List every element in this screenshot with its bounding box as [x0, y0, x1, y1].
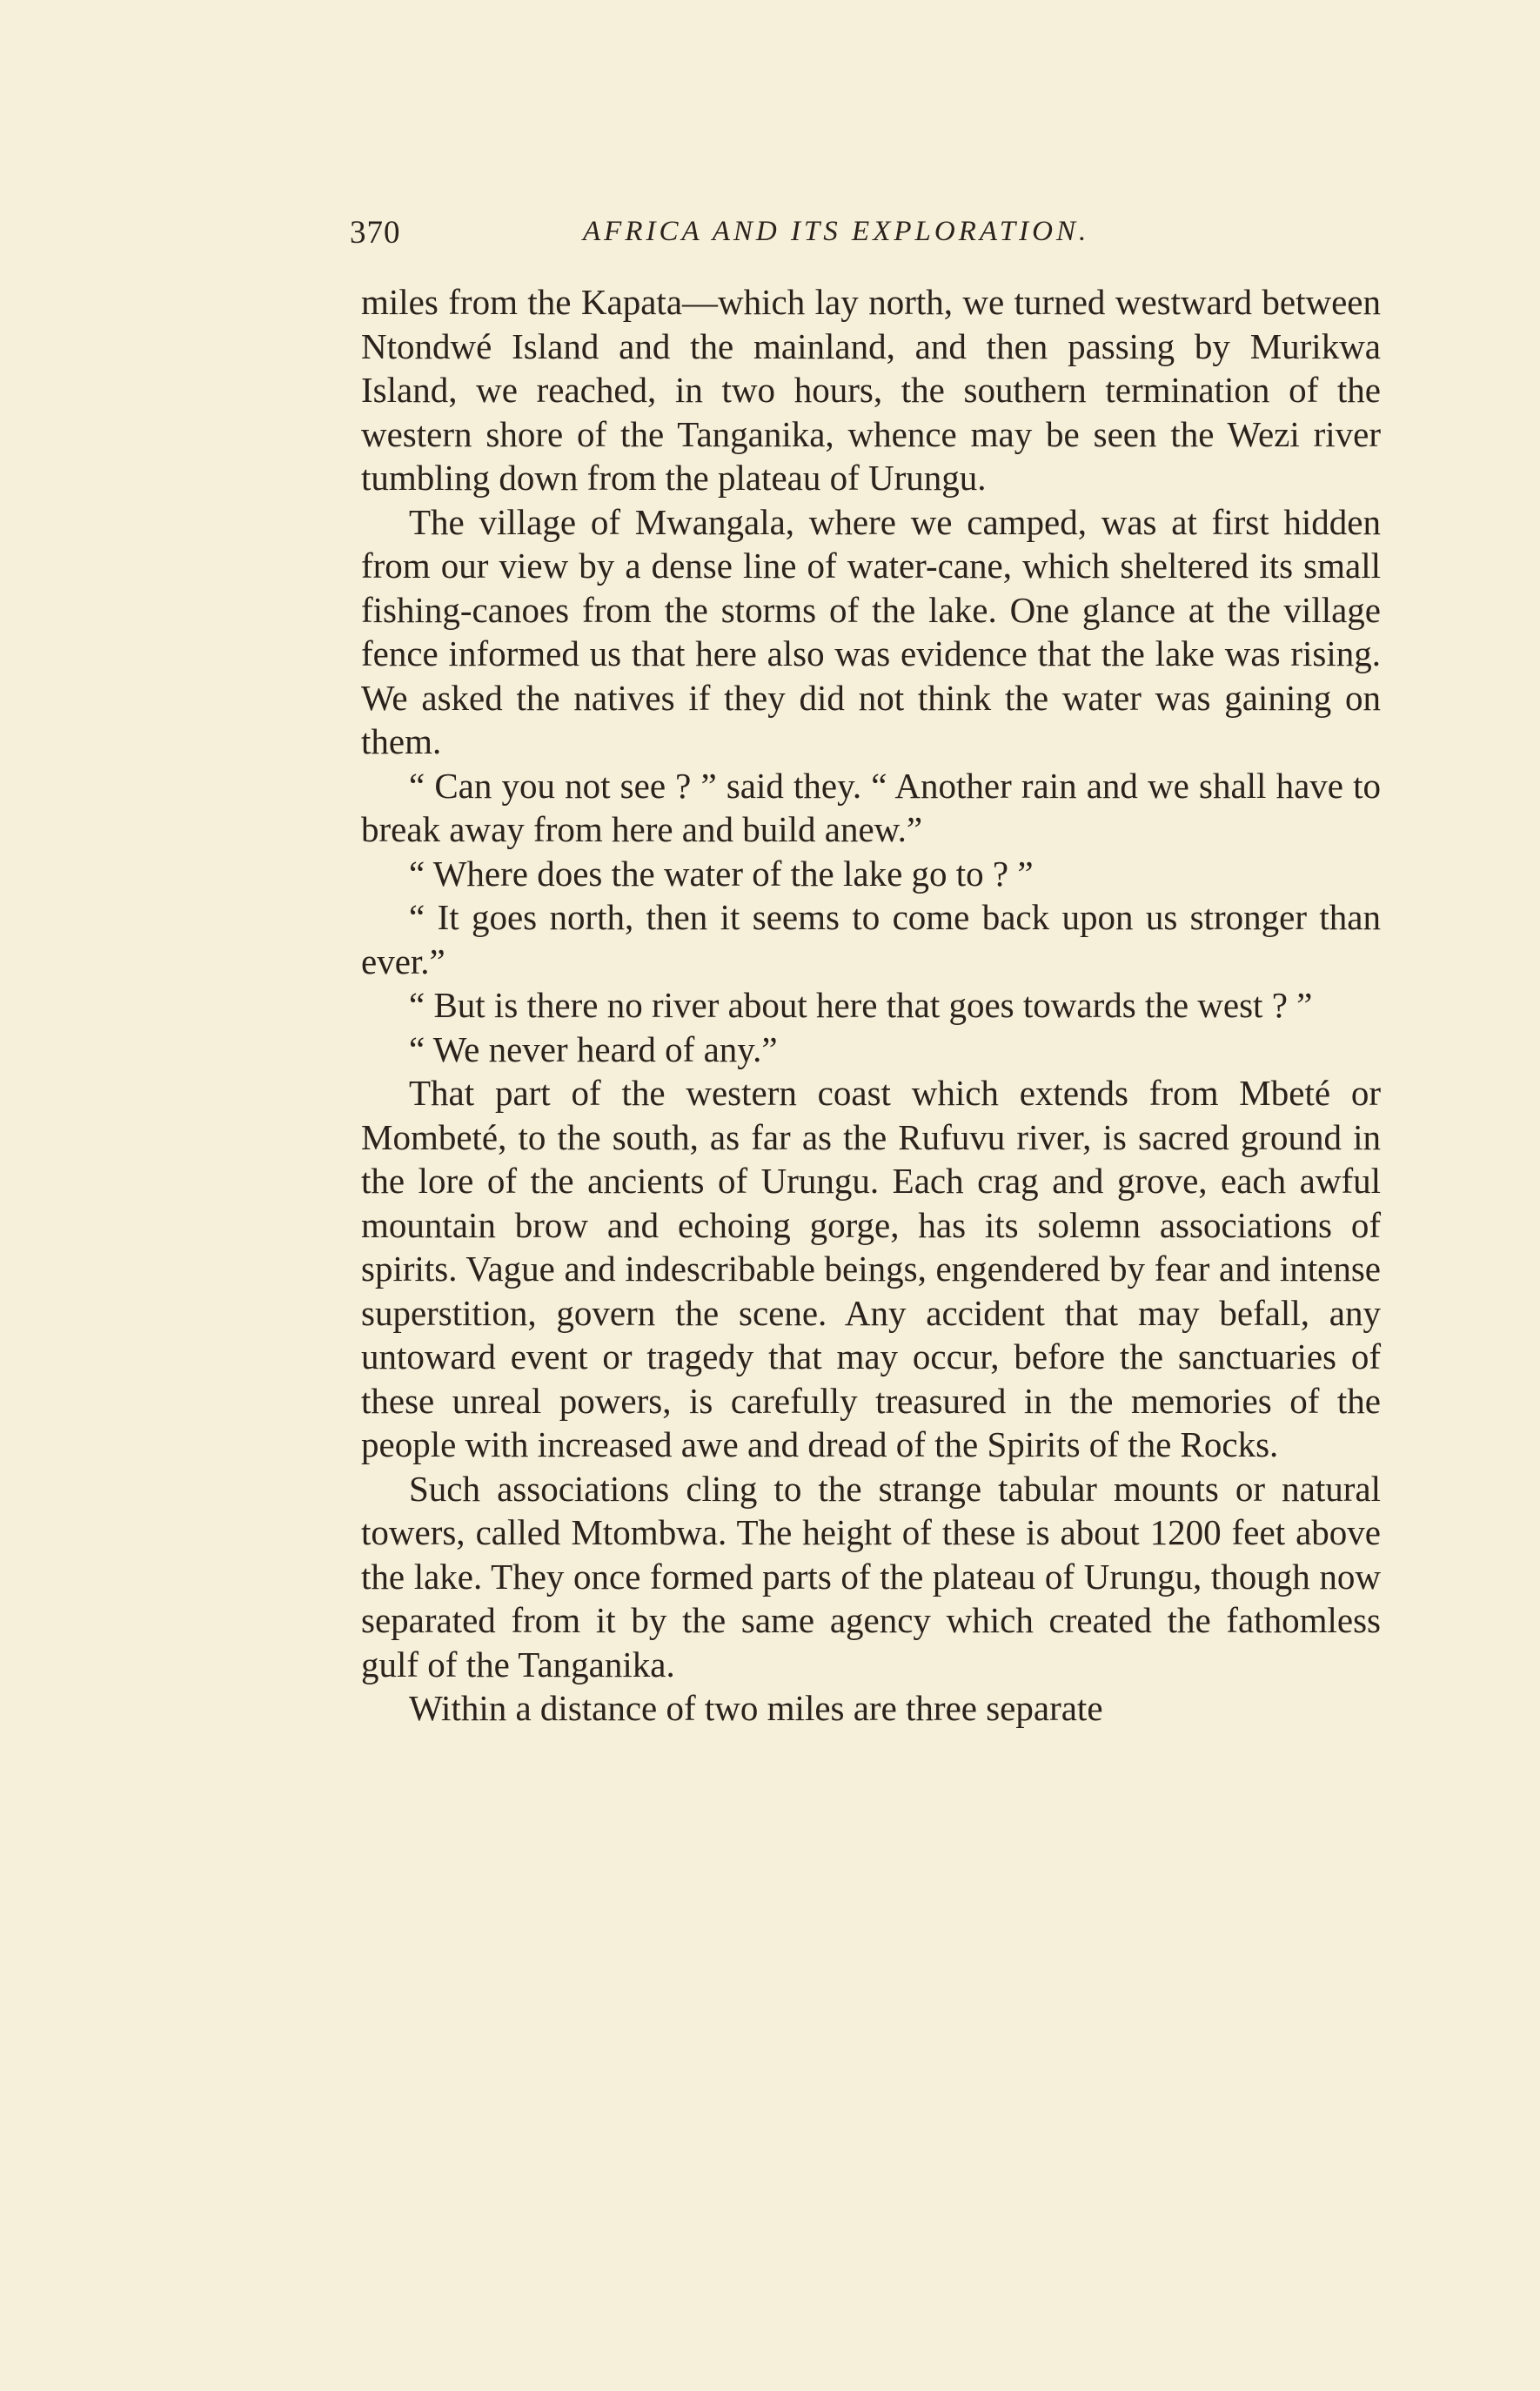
- paragraph: The village of Mwangala, where we camped, was at first hidden from our view by a dense line of water-cane, which sheltered its small fishing-canoes from the storms of the lake. One glance at the village fence informed us that here also was evidence that the lake was rising. We asked the natives if they did not think the water was gaining on them.: [361, 501, 1381, 761]
- running-head: [350, 214, 1383, 266]
- body-text: [361, 280, 1381, 1731]
- dialogue-line: “ It goes north, then it seems to come back upon us stronger than ever.”: [361, 897, 1381, 981]
- page-number: 370: [350, 215, 401, 251]
- dialogue-line: “ Can you not see ? ” said they. “ Another rain and we shall have to break away from here and build anew.”: [361, 765, 1381, 849]
- paragraph: Within a distance of two miles are three separate: [409, 1688, 1103, 1728]
- paragraph: That part of the western coast which extends from Mbeté or Mombeté, to the south, as far as the Rufuvu river, is sacred ground in the lore of the ancients of Urungu. Each crag and grove, each awful mountain brow and echoing gorge, has its solemn associations of spirits. Vague and indescribable beings, engendered by fear and intense superstition, govern the scene. Any accident that may befall, any untoward event or tragedy that may occur, before the sanctuaries of these unreal powers, is carefully treasured in the memories of the people with increased awe and dread of the Spirits of the Rocks.: [361, 1073, 1381, 1464]
- dialogue-line: “ But is there no river about here that goes towards the west ? ”: [409, 985, 1313, 1025]
- dialogue-line: “ We never heard of any.”: [409, 1028, 778, 1069]
- running-title: AFRICA AND ITS EXPLORATION.: [583, 216, 1090, 247]
- dialogue-line: “ Where does the water of the lake go to ? ”: [409, 853, 1034, 894]
- paragraph: Such associations cling to the strange tabular mounts or natural towers, called Mtombwa. The height of these is about 1200 feet above the lake. They once formed parts of the plateau of Urungu, though now separated from it by the same agency which created the fathomless gulf of the Tanganika.: [361, 1468, 1381, 1684]
- paragraph-continuation: miles from the Kapata—which lay north, we turned westward between Ntondwé Island and the mainland, and then passing by Murikwa Island, we reached, in two hours, the southern termination of the western shore of the Tanganika, whence may be seen the Wezi river tumbling down from the plateau of Urungu.: [361, 282, 1381, 498]
